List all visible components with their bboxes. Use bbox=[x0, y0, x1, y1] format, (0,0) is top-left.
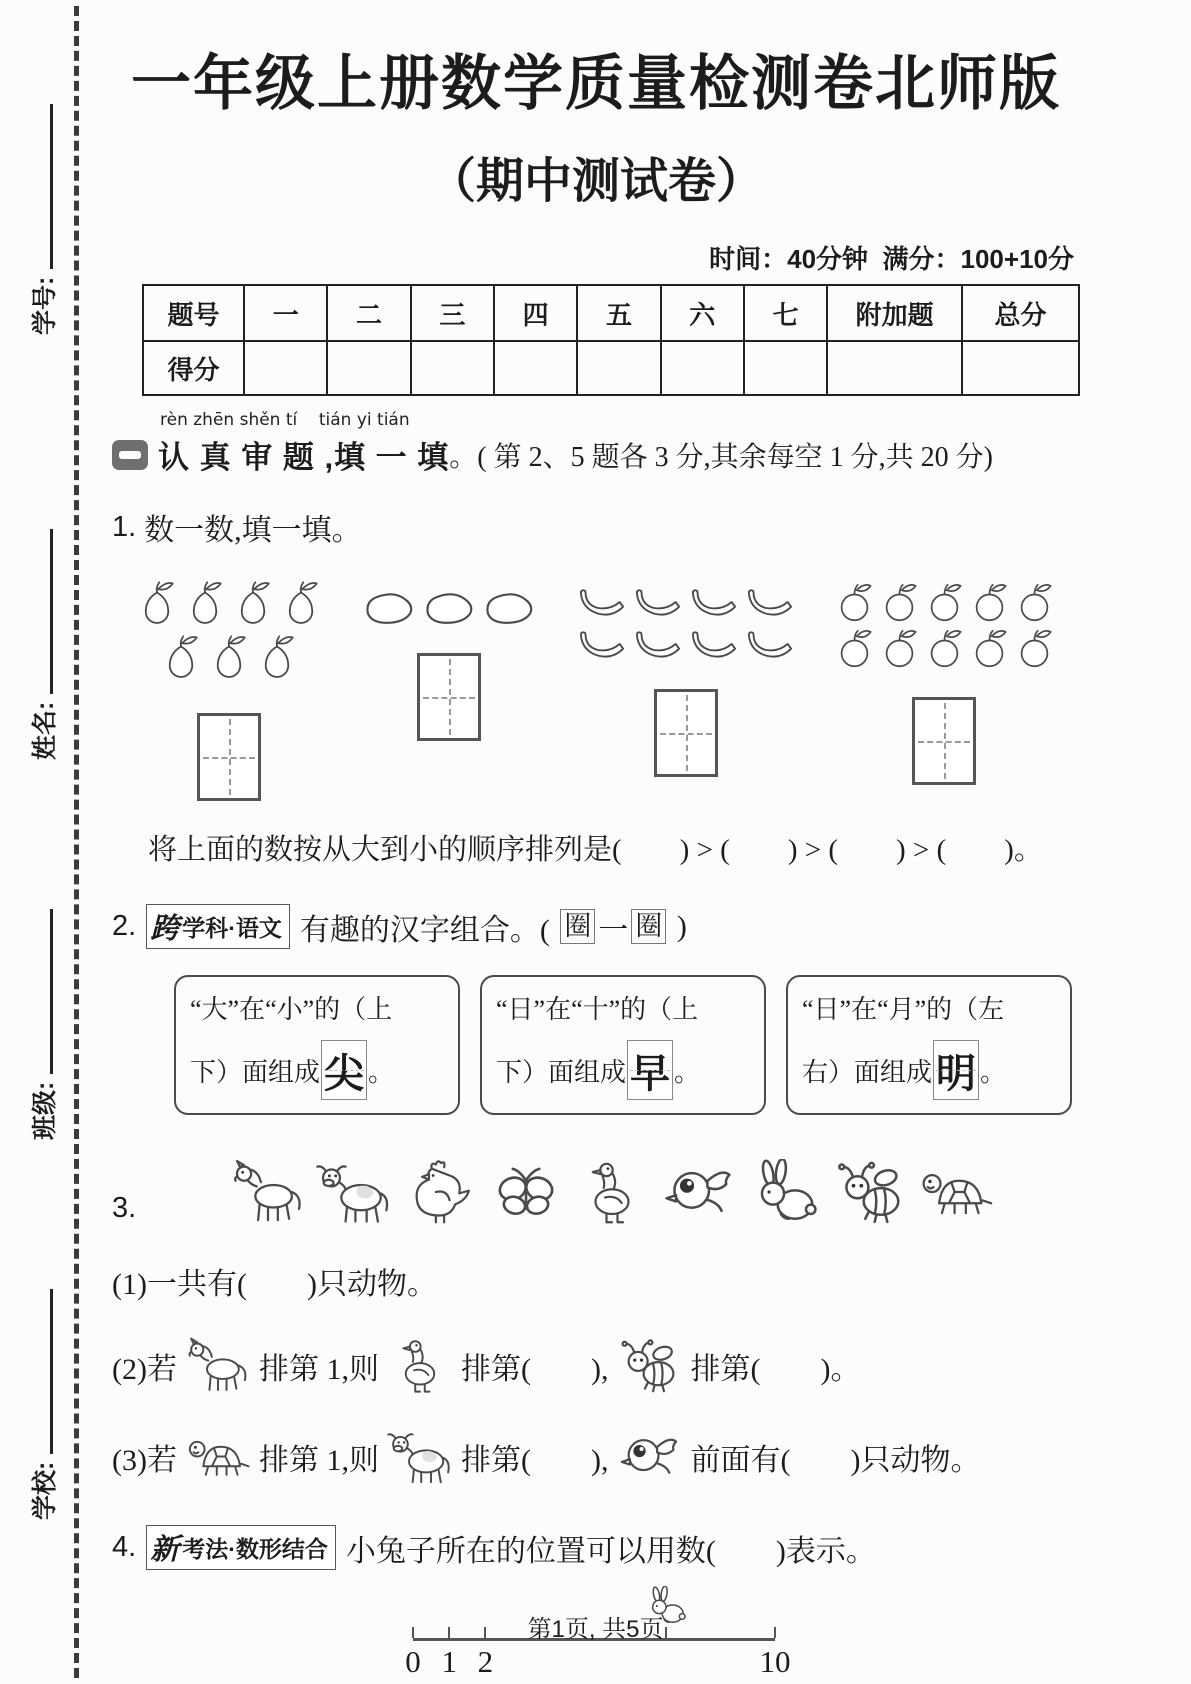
fruit-row bbox=[575, 579, 797, 621]
time-info: 时间：40分钟 满分：100+10分 bbox=[709, 244, 1074, 274]
school-label: 学校: bbox=[31, 1461, 59, 1520]
score-header-cell: 一 bbox=[244, 285, 327, 341]
section-pinyin: rèn zhēn shěn tí tián yi tián bbox=[160, 410, 410, 430]
goose-icon bbox=[574, 1159, 650, 1225]
text-run: ) bbox=[669, 909, 687, 943]
score-header-cell: 五 bbox=[577, 285, 660, 341]
boxed-char: 圈 bbox=[560, 909, 595, 943]
apple-icon bbox=[968, 579, 1011, 625]
text-run: 一 bbox=[598, 913, 629, 947]
pear-icon bbox=[182, 579, 228, 633]
pear-icon bbox=[158, 633, 204, 687]
hanzi-box bbox=[174, 975, 460, 1115]
mango-icon bbox=[360, 587, 418, 627]
apple-icon bbox=[1013, 625, 1056, 671]
question-1 bbox=[112, 505, 1080, 549]
horse-icon bbox=[185, 1337, 251, 1394]
hanzi-box-end: 。 bbox=[368, 1057, 395, 1087]
apple-icon bbox=[878, 579, 921, 625]
footer-page-number: 第1页, 共5页 bbox=[527, 1616, 664, 1643]
text-run: 排第 1,则 bbox=[258, 1443, 379, 1477]
fruit-row bbox=[575, 621, 797, 663]
score-header-cell: 附加题 bbox=[827, 285, 962, 341]
horse-icon bbox=[230, 1159, 306, 1225]
bird-icon bbox=[616, 1428, 682, 1485]
hanzi-box-line2: 右）面组成 bbox=[802, 1057, 933, 1087]
text-run: 有趣的汉字组合。( bbox=[299, 913, 558, 947]
hanzi-answer-box: 早 bbox=[627, 1040, 673, 1100]
mango-icon bbox=[420, 587, 478, 627]
score-header-cell: 总分 bbox=[962, 285, 1079, 341]
mango-icon bbox=[480, 587, 538, 627]
score-header-cell: 题号 bbox=[143, 285, 244, 341]
score-table-score-row bbox=[143, 341, 1079, 395]
score-header-cell: 六 bbox=[661, 285, 744, 341]
hanzi-box-line2: 下）面组成 bbox=[190, 1057, 321, 1087]
pear-icon bbox=[206, 633, 252, 687]
class-blank[interactable] bbox=[24, 909, 53, 1074]
answer-writing-box[interactable] bbox=[197, 713, 261, 801]
apple-icon bbox=[833, 579, 876, 625]
hanzi-box-end: 。 bbox=[674, 1057, 701, 1087]
score-cell bbox=[577, 341, 660, 395]
goose-icon bbox=[387, 1337, 453, 1394]
answer-writing-box[interactable] bbox=[912, 697, 976, 785]
answer-writing-box[interactable] bbox=[417, 653, 481, 741]
fruit-group-pear bbox=[134, 579, 324, 801]
hanzi-box-line2: 下）面组成 bbox=[496, 1057, 627, 1087]
number-line-label: 1 bbox=[441, 1644, 457, 1679]
page-subtitle: （期中测试卷） bbox=[427, 155, 764, 208]
score-table bbox=[142, 284, 1080, 396]
cross-subject-badge bbox=[146, 904, 290, 949]
text-run: 排第( )。 bbox=[690, 1352, 861, 1386]
cow-icon bbox=[316, 1159, 392, 1225]
score-header-cell: 三 bbox=[411, 285, 494, 341]
text-run: 排第( ), bbox=[460, 1443, 609, 1477]
school-blank[interactable] bbox=[24, 1289, 53, 1454]
question-3 bbox=[112, 1159, 1080, 1225]
banana-icon bbox=[631, 583, 685, 621]
student-number-blank[interactable] bbox=[24, 104, 53, 269]
score-cell bbox=[244, 341, 327, 395]
apple-icon bbox=[1013, 579, 1056, 625]
score-cell bbox=[327, 341, 410, 395]
hanzi-boxes bbox=[174, 975, 1080, 1115]
new-method-badge-rest: 考法·数形结合 bbox=[182, 1536, 328, 1562]
fruit-row bbox=[134, 579, 324, 633]
new-method-badge-head: 新 bbox=[150, 1534, 180, 1566]
hanzi-box bbox=[480, 975, 766, 1115]
banana-icon bbox=[743, 625, 797, 663]
score-cell bbox=[827, 341, 962, 395]
apple-icon bbox=[833, 625, 876, 671]
question-2-number: 2. bbox=[112, 910, 137, 942]
bird-icon bbox=[660, 1159, 736, 1225]
score-header-cell: 四 bbox=[494, 285, 577, 341]
question-4-number: 4. bbox=[112, 1531, 137, 1563]
fruit-row bbox=[360, 579, 538, 627]
margin-field-student-number bbox=[24, 104, 62, 335]
bee-icon bbox=[832, 1159, 908, 1225]
score-cell bbox=[962, 341, 1079, 395]
text-run: 排第( ), bbox=[460, 1352, 609, 1386]
class-label: 班级: bbox=[31, 1081, 59, 1140]
score-header-cell: 二 bbox=[327, 285, 410, 341]
boxed-char: 圈 bbox=[631, 909, 666, 943]
fruit-row bbox=[833, 625, 1056, 671]
question-3-number: 3. bbox=[112, 1192, 137, 1224]
new-method-badge bbox=[146, 1525, 336, 1570]
question-4-text: 小兔子所在的位置可以用数( )表示。 bbox=[345, 1534, 876, 1568]
order-text: 将上面的数按从大到小的顺序排列是( ) > ( ) > ( ) > ( )。 bbox=[148, 834, 1043, 866]
binding-dashed-line bbox=[74, 6, 79, 1678]
hanzi-box-line1: “日”在“十”的（上 bbox=[496, 995, 699, 1024]
score-table-header-row bbox=[143, 285, 1079, 341]
text-run: (2)若 bbox=[112, 1352, 177, 1386]
fruit-group-mango bbox=[360, 579, 538, 741]
number-line-label: 10 bbox=[759, 1644, 791, 1679]
score-header-cell: 七 bbox=[744, 285, 827, 341]
section-one-icon bbox=[112, 440, 148, 470]
question-2 bbox=[112, 904, 1080, 949]
name-blank[interactable] bbox=[24, 529, 53, 694]
rabbit-icon bbox=[746, 1159, 822, 1225]
banana-icon bbox=[743, 583, 797, 621]
hen-icon bbox=[402, 1159, 478, 1225]
hanzi-box bbox=[786, 975, 1072, 1115]
score-cell bbox=[494, 341, 577, 395]
pear-icon bbox=[134, 579, 180, 633]
score-row-label: 得分 bbox=[143, 341, 244, 395]
section-one bbox=[112, 410, 1080, 477]
section-one-note: 。( 第 2、5 题各 3 分,其余每空 1 分,共 20 分) bbox=[449, 441, 993, 473]
question-2-text bbox=[300, 905, 687, 949]
apple-icon bbox=[878, 625, 921, 671]
turtle-icon bbox=[918, 1159, 994, 1225]
bee-icon bbox=[616, 1337, 682, 1394]
number-line-label: 2 bbox=[477, 1644, 494, 1679]
question-3-2 bbox=[112, 1337, 1080, 1394]
apple-icon bbox=[923, 579, 966, 625]
score-cell bbox=[661, 341, 744, 395]
margin-field-class bbox=[24, 909, 62, 1140]
fruit-row bbox=[833, 579, 1056, 625]
cross-subject-badge-head: 跨 bbox=[150, 913, 180, 945]
student-number-label: 学号: bbox=[31, 276, 59, 335]
pear-icon bbox=[254, 633, 300, 687]
score-cell bbox=[744, 341, 827, 395]
margin-field-name bbox=[24, 529, 62, 760]
pear-icon bbox=[278, 579, 324, 633]
question-1-number: 1. bbox=[112, 510, 137, 543]
hanzi-box-line1: “日”在“月”的（左 bbox=[802, 995, 1005, 1024]
apple-icon bbox=[923, 625, 966, 671]
answer-writing-box[interactable] bbox=[654, 689, 718, 777]
text-run: 前面有( )只动物。 bbox=[690, 1443, 981, 1477]
fruit-group-banana bbox=[575, 579, 797, 777]
cross-subject-badge-rest: 学科·语文 bbox=[182, 915, 282, 941]
number-line-label: 0 bbox=[405, 1644, 421, 1679]
turtle-icon bbox=[185, 1428, 251, 1485]
banana-icon bbox=[687, 625, 741, 663]
hanzi-answer-box: 明 bbox=[933, 1040, 979, 1100]
main-content bbox=[112, 0, 1080, 1684]
fruit-group-apple bbox=[833, 579, 1056, 785]
text-run: 排第 1,则 bbox=[258, 1352, 379, 1386]
fruit-counting-area bbox=[112, 579, 1080, 801]
question-1-text: 数一数,填一填。 bbox=[144, 514, 362, 547]
hanzi-answer-box: 尖 bbox=[321, 1040, 367, 1100]
butterfly-icon bbox=[488, 1159, 564, 1225]
hanzi-box-end: 。 bbox=[980, 1057, 1007, 1087]
apple-icon bbox=[968, 625, 1011, 671]
page-title: 一年级上册数学质量检测卷北师版 bbox=[131, 50, 1061, 117]
fruit-row bbox=[158, 633, 300, 687]
question-3-3 bbox=[112, 1428, 1080, 1485]
question-3-1 bbox=[112, 1259, 1080, 1303]
banana-icon bbox=[631, 625, 685, 663]
question-4 bbox=[112, 1525, 1080, 1570]
margin-field-school bbox=[24, 1289, 62, 1520]
animal-row bbox=[230, 1159, 994, 1225]
pear-icon bbox=[230, 579, 276, 633]
text-run: (3)若 bbox=[112, 1443, 177, 1477]
banana-icon bbox=[575, 625, 629, 663]
section-one-title: 认 真 审 题 ,填 一 填 bbox=[158, 440, 450, 475]
banana-icon bbox=[575, 583, 629, 621]
banana-icon bbox=[687, 583, 741, 621]
question-3-1-text: (1)一共有( )只动物。 bbox=[112, 1268, 437, 1301]
hanzi-box-line1: “大”在“小”的（上 bbox=[190, 995, 393, 1024]
cow-icon bbox=[387, 1428, 453, 1485]
name-label: 姓名: bbox=[31, 701, 59, 760]
score-cell bbox=[411, 341, 494, 395]
